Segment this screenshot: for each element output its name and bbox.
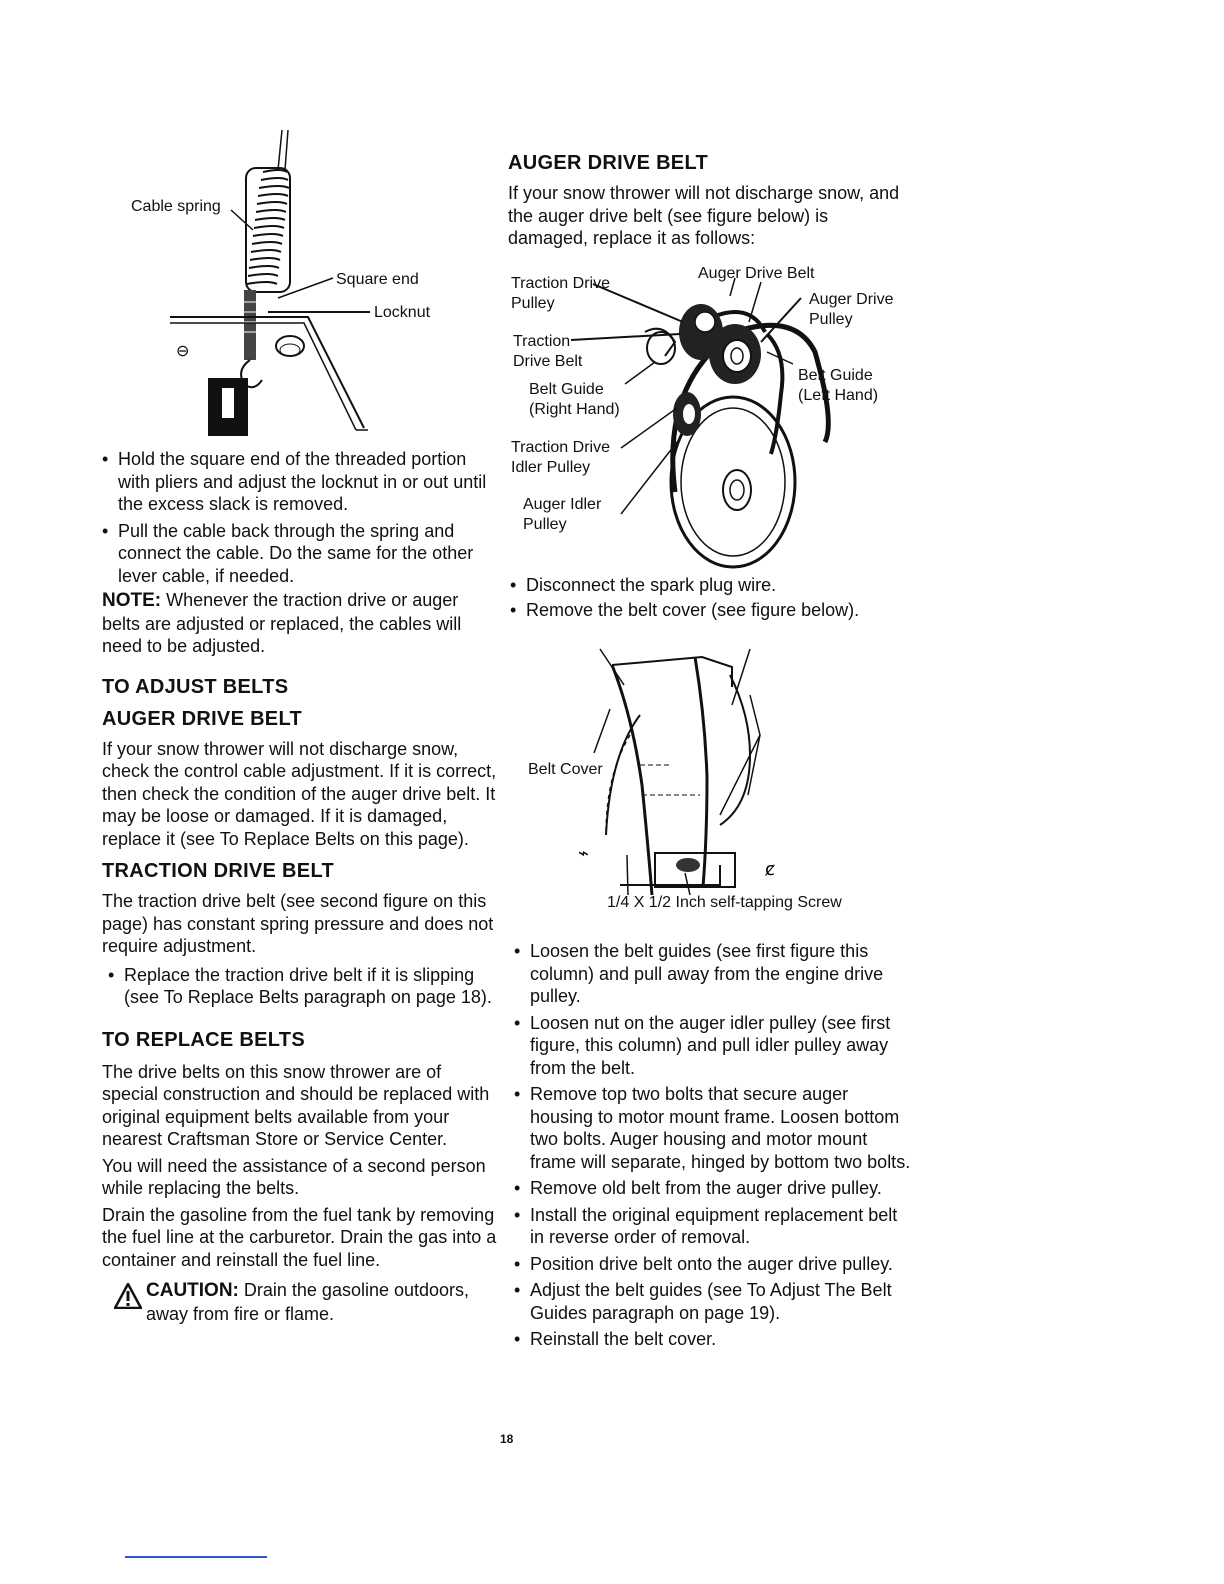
- caution-block: [100, 1279, 500, 1325]
- square-end-label: Square end: [336, 271, 419, 288]
- auger-replace-intro: If your snow thrower will not discharge snow, and the auger drive belt (see figure below) is damaged, replace it as follows:: [508, 183, 900, 248]
- traction-steps: [100, 964, 500, 1009]
- caution-text: Drain the gasoline outdoors, away from fire or flame.: [146, 1280, 470, 1324]
- list-item: • Loosen nut on the auger idler pulley (see first figure, this column) and pull idler pulley away from the belt.: [512, 1012, 914, 1080]
- belt-pulley-figure: [505, 262, 915, 572]
- svg-text:ȼ: ȼ: [765, 859, 775, 880]
- replace-paragraph-2: You will need the assistance of a second person while replacing the belts.: [102, 1155, 486, 1198]
- list-item: • Install the original equipment replacement belt in reverse order of removal.: [512, 1204, 914, 1249]
- auger-drive-belt-heading-right: AUGER DRIVE BELT: [508, 152, 708, 174]
- traction-drive-belt-label: Traction Drive Belt: [513, 333, 583, 370]
- belt-removal-steps-b: [512, 940, 914, 1351]
- list-item: • Remove top two bolts that secure auger housing to motor mount frame. Loosen bottom two bolts. Auger housing and motor mount frame will separate, hinged by bottom two bolts.: [512, 1083, 914, 1173]
- belt-cover-drawing: [520, 645, 880, 915]
- auger-adjust-paragraph: If your snow thrower will not discharge snow, check the control cable adjustment. If it is correct, then check the condition of the auger drive belt. It may be loose or damaged. If it is damaged, replace it (see To Replace Belts on this page).: [102, 738, 497, 849]
- page-number: 18: [500, 1432, 514, 1446]
- replace-paragraph-1: The drive belts on this snow thrower are of special construction and should be replaced with original equipment belts available from your nearest Craftsman Store or Service Center.: [102, 1061, 490, 1149]
- list-item: • Reinstall the belt cover.: [512, 1328, 914, 1351]
- right-steps-a: [508, 574, 908, 621]
- right-steps-b: [512, 940, 914, 1351]
- note-label: NOTE:: [102, 590, 162, 611]
- left-text-column: [100, 448, 500, 1325]
- auger-drive-pulley-label: Auger Drive Pulley: [809, 291, 894, 328]
- auger-idler-label: Auger Idler Pulley: [523, 496, 602, 533]
- list-item: • Disconnect the spark plug wire.: [508, 574, 908, 597]
- belt-cover-label: Belt Cover: [528, 761, 603, 778]
- traction-drive-belt-heading: TRACTION DRIVE BELT: [102, 860, 334, 882]
- auger-drive-belt-label: Auger Drive Belt: [698, 265, 815, 282]
- replace-paragraph-3: Drain the gasoline from the fuel tank by removing the fuel line at the carburetor. Drain the gas into a container and reinstall the fuel line.: [102, 1204, 497, 1270]
- traction-drive-pulley-label: Traction Drive Pulley: [511, 275, 610, 312]
- auger-drive-belt-heading-left: AUGER DRIVE BELT: [102, 707, 302, 730]
- note-text: Whenever the traction drive or auger belts are adjusted or replaced, the cables will need to be adjusted.: [102, 590, 462, 656]
- caution-label: CAUTION:: [146, 1280, 239, 1301]
- page-edge-line: [125, 1556, 267, 1558]
- cable-spring-figure: [118, 130, 458, 440]
- list-item: • Pull the cable back through the spring and connect the cable. Do the same for the other lever cable, if needed.: [100, 520, 500, 588]
- list-item: • Loosen the belt guides (see first figure this column) and pull away from the engine drive pulley.: [512, 940, 914, 1008]
- belt-guide-right-label: Belt Guide (Right Hand): [529, 381, 620, 418]
- locknut-label: Locknut: [374, 304, 431, 321]
- cable-spring-label: Cable spring: [131, 198, 221, 215]
- svg-text:⌁: ⌁: [578, 843, 589, 864]
- list-item: • Remove old belt from the auger drive pulley.: [512, 1177, 914, 1200]
- list-item: • Remove the belt cover (see figure below).: [508, 599, 908, 622]
- screw-label: 1/4 X 1/2 Inch self-tapping Screw: [607, 894, 842, 911]
- list-item: • Hold the square end of the threaded portion with pliers and adjust the locknut in or out until the excess slack is removed.: [100, 448, 500, 516]
- svg-text:⊖: ⊖: [176, 343, 190, 360]
- to-replace-belts-heading: TO REPLACE BELTS: [102, 1028, 305, 1051]
- belt-removal-steps-a: [508, 574, 908, 621]
- note-paragraph: [100, 589, 500, 658]
- traction-drive-idler-label: Traction Drive Idler Pulley: [511, 439, 610, 476]
- right-text-top: [508, 150, 908, 250]
- cable-adjust-steps: [100, 448, 500, 587]
- list-item: • Adjust the belt guides (see To Adjust The Belt Guides paragraph on page 19).: [512, 1279, 914, 1324]
- list-item: • Replace the traction drive belt if it is slipping (see To Replace Belts paragraph on page 18).: [106, 964, 500, 1009]
- belt-cover-figure: [520, 645, 880, 915]
- belt-guide-left-label: Belt Guide (Left Hand): [798, 367, 879, 404]
- traction-adjust-paragraph: The traction drive belt (see second figure on this page) has constant spring pressure and does not require adjustment.: [102, 891, 494, 956]
- warning-triangle-icon: [114, 1283, 142, 1309]
- list-item: • Position drive belt onto the auger drive pulley.: [512, 1253, 914, 1276]
- caution-paragraph: [146, 1279, 500, 1325]
- to-adjust-belts-heading: TO ADJUST BELTS: [102, 675, 289, 698]
